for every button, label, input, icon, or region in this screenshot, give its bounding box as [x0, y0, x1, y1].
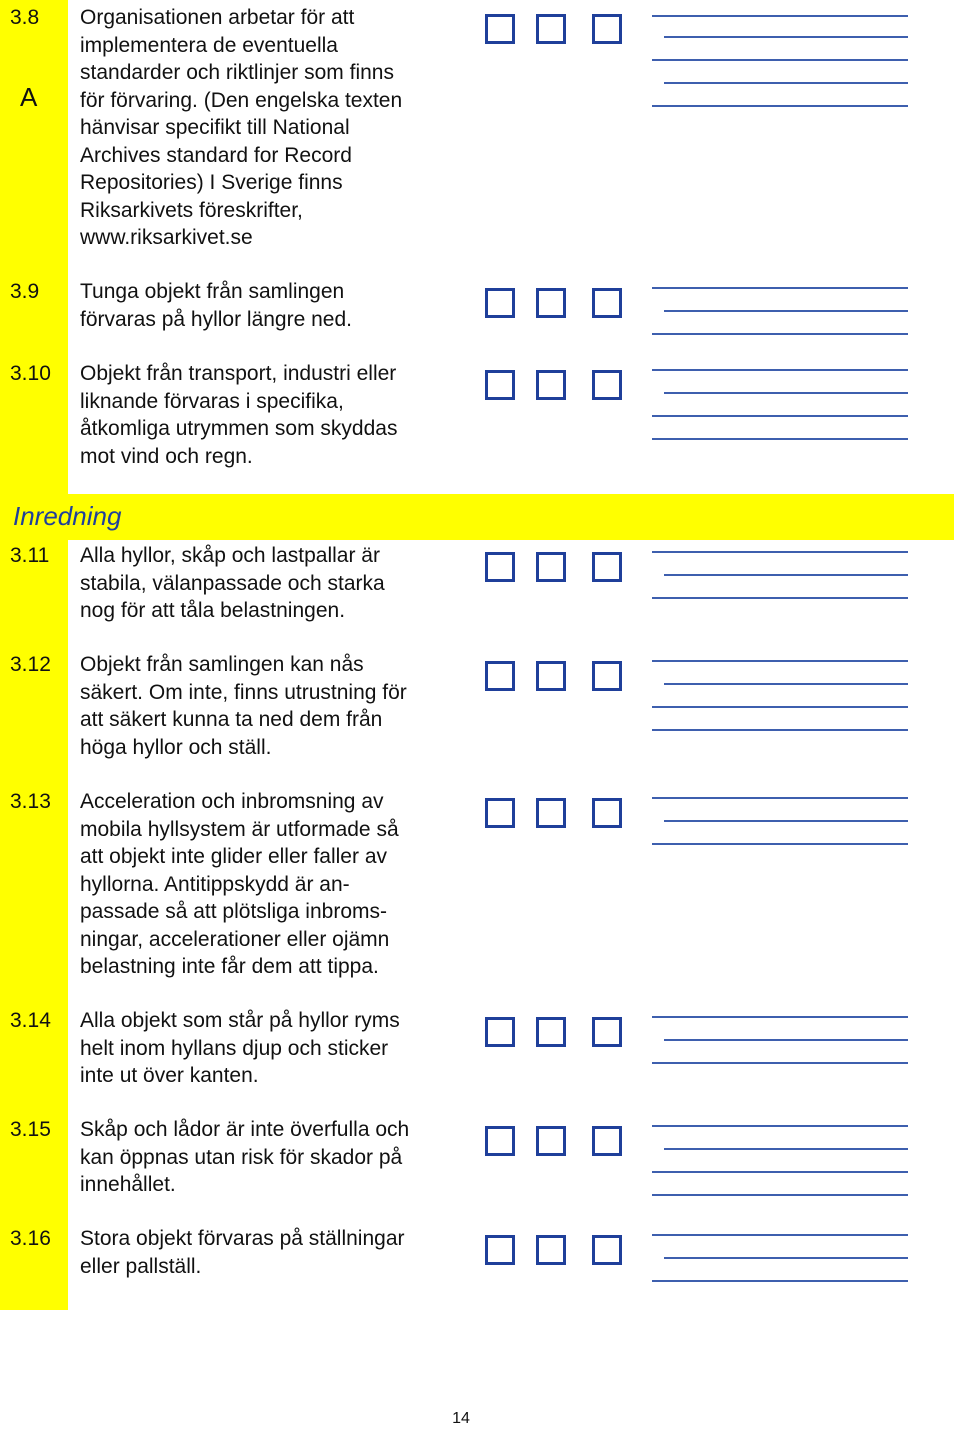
comment-line[interactable]: [652, 1171, 908, 1173]
comment-line[interactable]: [664, 1039, 908, 1041]
checkbox-1[interactable]: [485, 288, 515, 318]
comment-line[interactable]: [652, 843, 908, 845]
checkbox-2[interactable]: [536, 552, 566, 582]
comment-line[interactable]: [652, 105, 908, 107]
item-number: 3.15: [10, 1118, 51, 1141]
comment-line[interactable]: [652, 1125, 908, 1127]
checkbox-1[interactable]: [485, 1017, 515, 1047]
section-band: [0, 494, 954, 540]
comment-line[interactable]: [664, 310, 908, 312]
comment-line[interactable]: [664, 36, 908, 38]
checkbox-2[interactable]: [536, 661, 566, 691]
item-number: 3.13: [10, 790, 51, 813]
comment-line[interactable]: [664, 1257, 908, 1259]
comment-line[interactable]: [664, 1148, 908, 1150]
item-text: Skåp och lådor är inte överfulla och kan öppnas utan risk för skador på innehållet.: [80, 1118, 410, 1196]
checkbox-3[interactable]: [592, 552, 622, 582]
checkbox-2[interactable]: [536, 798, 566, 828]
comment-line[interactable]: [664, 820, 908, 822]
item-text: Acceleration och inbromsning av mobila hyllsystem är utformade så att objekt inte glider eller faller av hyllorna. Antitippskydd är an- passade så att plötsliga inbroms- ningar, accelerationer eller ojämn belastning inte får dem att tippa.: [80, 790, 399, 978]
comment-line[interactable]: [652, 1016, 908, 1018]
comment-line[interactable]: [652, 1234, 908, 1236]
item-text: Alla objekt som står på hyllor ryms helt inom hyllans djup och sticker inte ut över kanten.: [80, 1009, 400, 1087]
checkbox-3[interactable]: [592, 661, 622, 691]
item-number: 3.14: [10, 1009, 51, 1032]
comment-line[interactable]: [664, 574, 908, 576]
item-text: Organisationen arbetar för att implementera de eventuella standarder och riktlinjer som finns för förvaring. (Den engelska texten hänvisar specifikt till National Archives standard for Record Repositories) I Sverige finns Riksarkivets föreskrifter, www.riksarkivet.se: [80, 6, 403, 249]
page-number: 14: [452, 1410, 470, 1427]
comment-line[interactable]: [652, 797, 908, 799]
item-text: Stora objekt förvaras på ställningar eller pallställ.: [80, 1227, 405, 1278]
comment-line[interactable]: [652, 59, 908, 61]
checkbox-3[interactable]: [592, 14, 622, 44]
comment-line[interactable]: [652, 1280, 908, 1282]
item-text: Objekt från samlingen kan nås säkert. Om inte, finns utrustning för att säkert kunna ta ned dem från höga hyllor och ställ.: [80, 653, 407, 759]
comment-line[interactable]: [652, 706, 908, 708]
checkbox-3[interactable]: [592, 1017, 622, 1047]
checkbox-1[interactable]: [485, 798, 515, 828]
checkbox-2[interactable]: [536, 1017, 566, 1047]
checkbox-2[interactable]: [536, 370, 566, 400]
checkbox-2[interactable]: [536, 14, 566, 44]
checkbox-1[interactable]: [485, 370, 515, 400]
checkbox-3[interactable]: [592, 798, 622, 828]
comment-line[interactable]: [652, 415, 908, 417]
comment-line[interactable]: [652, 597, 908, 599]
comment-line[interactable]: [652, 369, 908, 371]
comment-line[interactable]: [652, 287, 908, 289]
item-text: Objekt från transport, industri eller liknande förvaras i specifika, åtkomliga utrymmen som skyddas mot vind och regn.: [80, 362, 398, 468]
comment-line[interactable]: [664, 392, 908, 394]
checkbox-1[interactable]: [485, 552, 515, 582]
checkbox-3[interactable]: [592, 1126, 622, 1156]
item-number: 3.16: [10, 1227, 51, 1250]
checkbox-3[interactable]: [592, 370, 622, 400]
comment-line[interactable]: [652, 15, 908, 17]
checkbox-3[interactable]: [592, 288, 622, 318]
comment-line[interactable]: [652, 660, 908, 662]
item-number: 3.9: [10, 280, 40, 303]
comment-line[interactable]: [652, 1062, 908, 1064]
item-number: 3.12: [10, 653, 51, 676]
checkbox-2[interactable]: [536, 288, 566, 318]
checkbox-1[interactable]: [485, 661, 515, 691]
checkbox-1[interactable]: [485, 1235, 515, 1265]
comment-line[interactable]: [664, 82, 908, 84]
comment-line[interactable]: [652, 551, 908, 553]
comment-line[interactable]: [652, 333, 908, 335]
item-number: 3.11: [10, 544, 50, 567]
item-number: 3.8: [10, 6, 40, 29]
section-heading-inredning: Inredning: [13, 501, 122, 531]
item-number: 3.10: [10, 362, 51, 385]
item-level-letter: A: [20, 82, 38, 112]
comment-line[interactable]: [652, 1194, 908, 1196]
comment-line[interactable]: [652, 438, 908, 440]
comment-line[interactable]: [652, 729, 908, 731]
checkbox-2[interactable]: [536, 1126, 566, 1156]
checkbox-1[interactable]: [485, 14, 515, 44]
item-text: Tunga objekt från samlingen förvaras på hyllor längre ned.: [80, 280, 352, 331]
checkbox-2[interactable]: [536, 1235, 566, 1265]
checkbox-3[interactable]: [592, 1235, 622, 1265]
comment-line[interactable]: [664, 683, 908, 685]
item-text: Alla hyllor, skåp och lastpallar är stabila, välanpassade och starka nog för att tåla belastningen.: [80, 544, 385, 622]
checkbox-1[interactable]: [485, 1126, 515, 1156]
